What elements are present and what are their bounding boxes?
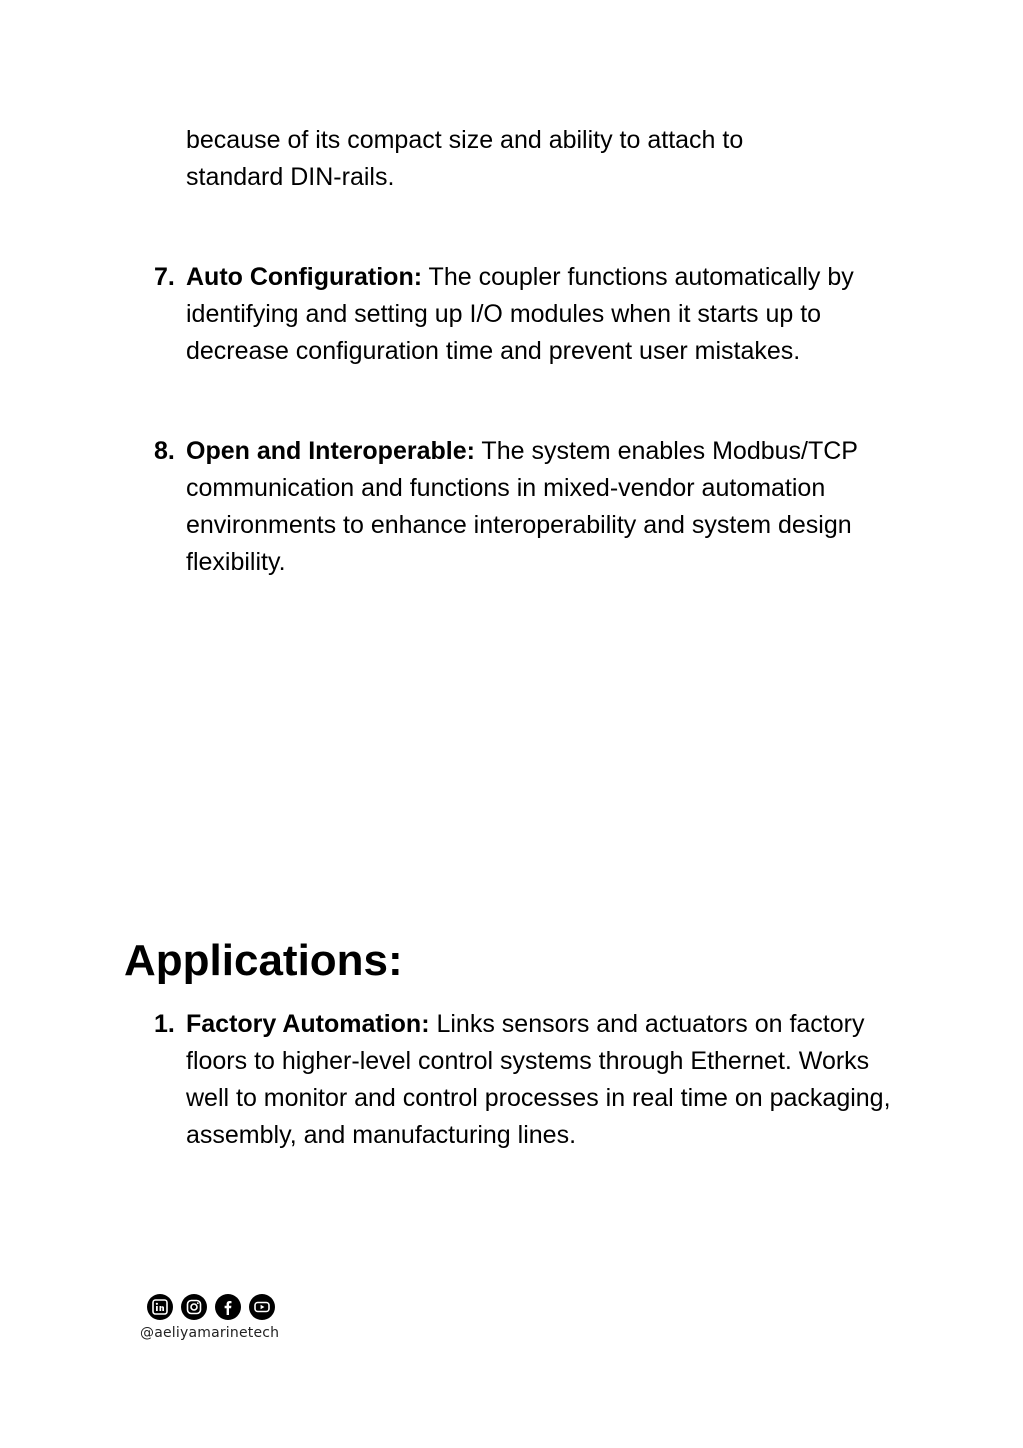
item-term: Open and Interoperable:	[186, 437, 475, 465]
intro-line-2: standard DIN-rails.	[186, 163, 395, 191]
instagram-icon[interactable]	[181, 1294, 207, 1320]
item-number: 1.	[154, 1010, 175, 1038]
item-term: Factory Automation:	[186, 1010, 430, 1038]
intro-paragraph	[186, 122, 906, 196]
facebook-icon[interactable]	[215, 1294, 241, 1320]
intro-line-1: because of its compact size and ability to attach to	[186, 126, 744, 154]
youtube-icon[interactable]	[249, 1294, 275, 1320]
linkedin-icon[interactable]	[147, 1294, 173, 1320]
applications-heading: Applications:	[124, 936, 403, 985]
item-text: The coupler functions automatically by identifying and setting up I/O modules when it starts up to decrease configuration time and prevent user mistakes.	[186, 263, 854, 365]
item-number: 8.	[154, 437, 175, 465]
item-text: The system enables Modbus/TCP communication and functions in mixed-vendor automation environments to enhance interoperability and system design flexibility.	[186, 437, 858, 576]
social-icons	[140, 1294, 300, 1320]
feature-item-auto-configuration	[154, 259, 906, 370]
social-handle: @aeliyamarinetech	[140, 1325, 280, 1341]
item-term: Auto Configuration:	[186, 263, 423, 291]
item-text: Links sensors and actuators on factory floors to higher-level control systems through Ethernet. Works well to monitor and control processes in real time on packaging, assembly, and manufacturing lines.	[186, 1010, 891, 1149]
application-item-factory-automation	[154, 1006, 906, 1154]
social-footer	[140, 1294, 300, 1341]
feature-item-open-interoperable	[154, 433, 906, 581]
item-number: 7.	[154, 263, 175, 291]
